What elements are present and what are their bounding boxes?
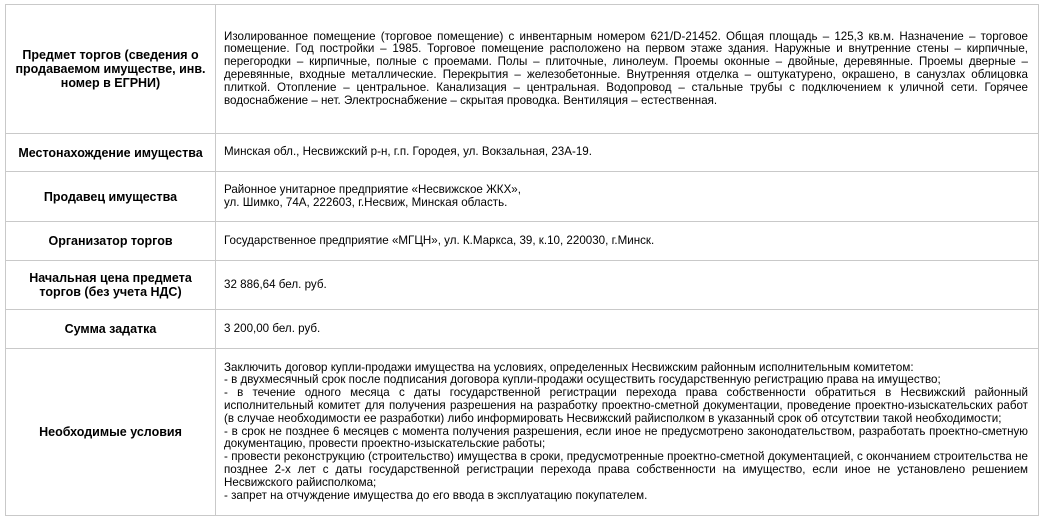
table-row-start-price bbox=[6, 261, 1039, 310]
table-row-conditions bbox=[6, 349, 1039, 516]
value-line: - провести реконструкцию (строительство) имущества в сроки, предусмотренные проектно-сметной документацией, с окончанием строительства не позднее 2-х лет с даты государственной регистрации перехода права собственности на имущество, если иное не установлено решением Несвижского райисполкома; bbox=[224, 450, 1028, 489]
row-label: Начальная цена предмета торгов (без учета НДС) bbox=[6, 261, 216, 310]
value-line: - запрет на отчуждение имущества до его ввода в эксплуатацию покупателем. bbox=[224, 488, 648, 502]
value-line: 3 200,00 бел. руб. bbox=[224, 321, 321, 335]
table-row-seller bbox=[6, 172, 1039, 222]
row-label: Продавец имущества bbox=[6, 172, 216, 222]
value-line: Районное унитарное предприятие «Несвижское ЖКХ», bbox=[224, 182, 521, 196]
value-line: Заключить договор купли-продажи имущества на условиях, определенных Несвижским районным исполнительным комитетом: bbox=[224, 360, 914, 374]
value-line: - в течение одного месяца с даты государственной регистрации перехода права собственности обратиться в Несвижский районный исполнительный комитет для получения разрешения на разработку проектно-сметной документации, проведение проектно-изыскательских работ (в случае необходимости ее разработки) либо информировать Несвижский райисполком в указанный срок об отсутствии такой необходимости; bbox=[224, 386, 1028, 425]
table-row-location bbox=[6, 134, 1039, 172]
table-row-subject bbox=[6, 5, 1039, 134]
value-line: Изолированное помещение (торговое помещение) с инвентарным номером 621/D-21452. Общая площадь – 125,3 кв.м. Назначение – торговое помещение. Год постройки – 1985. Торговое помещение расположено на первом этаже здания. Наружные и внутренние стены – кирпичные, перегородки – кирпичные, полные с проемами. Полы – плиточные, линолеум. Проемы оконные – двойные, деревянные. Проемы дверные – деревянные, входные металлические. Перекрытия – железобетонные. Внутренняя отделка – оштукатурено, окрашено, в санузлах облицовка плиткой. Отопление – центральное. Канализация – центральная. Водопровод – стальные трубы с подключением к уличной сети. Горячее водоснабжение – нет. Электроснабжение – скрытая проводка. Вентиляция – естественная. bbox=[224, 29, 1028, 107]
row-value bbox=[216, 261, 1039, 310]
row-label: Сумма задатка bbox=[6, 310, 216, 349]
table-row-organizer bbox=[6, 222, 1039, 261]
row-label: Необходимые условия bbox=[6, 349, 216, 516]
value-line: 32 886,64 бел. руб. bbox=[224, 277, 327, 291]
value-line: - в срок не позднее 6 месяцев с момента получения разрешения, если иное не предусмотрено законодательством, разработать проектно-сметную документацию, провести проектно-изыскательские работы; bbox=[224, 424, 1028, 451]
row-value bbox=[216, 134, 1039, 172]
row-value bbox=[216, 349, 1039, 516]
row-label: Организатор торгов bbox=[6, 222, 216, 261]
row-value bbox=[216, 310, 1039, 349]
value-line: Минская обл., Несвижский р-н, г.п. Городея, ул. Вокзальная, 23А-19. bbox=[224, 145, 592, 159]
value-line: Государственное предприятие «МГЦН», ул. К.Маркса, 39, к.10, 220030, г.Минск. bbox=[224, 233, 655, 247]
value-line: - в двухмесячный срок после подписания договора купли-продажи осуществить государственную регистрацию права на имущество; bbox=[224, 373, 941, 387]
row-value bbox=[216, 172, 1039, 222]
row-value bbox=[216, 5, 1039, 134]
auction-info-table bbox=[5, 4, 1039, 516]
row-label: Предмет торгов (сведения о продаваемом имуществе, инв. номер в ЕГРНИ) bbox=[6, 5, 216, 134]
row-value bbox=[216, 222, 1039, 261]
table-row-deposit bbox=[6, 310, 1039, 349]
value-line: ул. Шимко, 74А, 222603, г.Несвиж, Минская область. bbox=[224, 195, 508, 209]
row-label: Местонахождение имущества bbox=[6, 134, 216, 172]
auction-info-document bbox=[5, 4, 1039, 516]
